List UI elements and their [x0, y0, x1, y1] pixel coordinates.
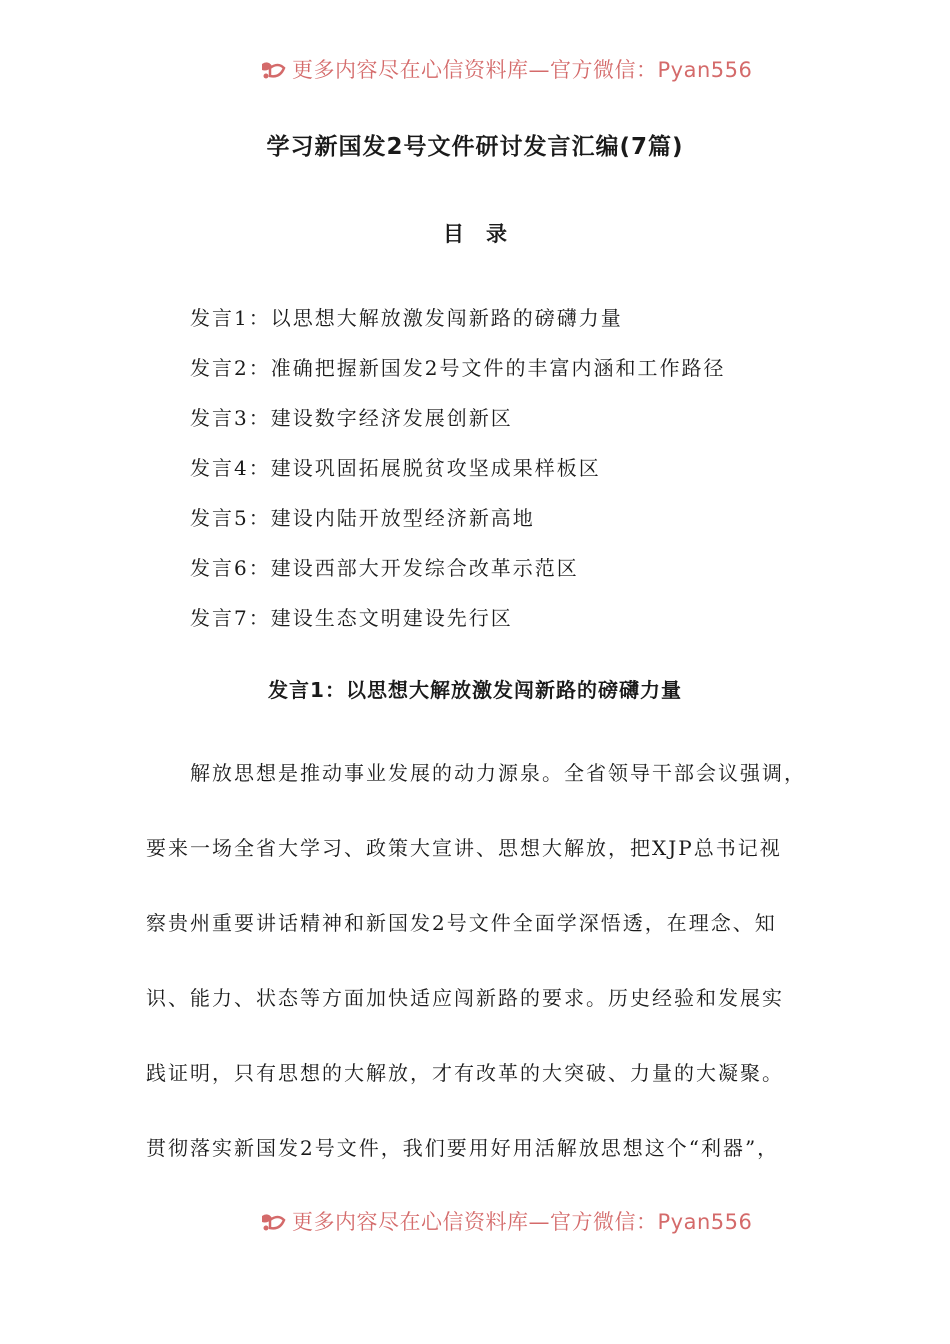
- toc-item-5: 发言5：建设内陆开放型经济新高地: [190, 506, 535, 530]
- body-line-2: 要来一场全省大学习、政策大宣讲、思想大解放，把XJP总书记视: [146, 836, 782, 860]
- toc-item-6: 发言6：建设西部大开发综合改革示范区: [190, 556, 579, 580]
- body-line-4: 识、能力、状态等方面加快适应闯新路的要求。历史经验和发展实: [146, 986, 784, 1010]
- toc-heading: 目录: [443, 222, 529, 246]
- watermark-footer: [0, 1204, 950, 1234]
- watermark-logo-icon: [258, 1210, 288, 1234]
- toc-item-4: 发言4：建设巩固拓展脱贫攻坚成果样板区: [190, 456, 601, 480]
- body-line-3: 察贵州重要讲话精神和新国发2号文件全面学深悟透，在理念、知: [146, 911, 777, 935]
- toc-item-1: 发言1：以思想大解放激发闯新路的磅礴力量: [190, 306, 623, 330]
- toc-item-3: 发言3：建设数字经济发展创新区: [190, 406, 513, 430]
- toc-item-2: 发言2：准确把握新国发2号文件的丰富内涵和工作路径: [190, 356, 726, 380]
- watermark-header: [0, 52, 950, 82]
- watermark-text: 更多内容尽在心信资料库—官方微信：Pyan556: [292, 58, 753, 82]
- watermark-text: 更多内容尽在心信资料库—官方微信：Pyan556: [292, 1210, 753, 1234]
- body-line-6: 贯彻落实新国发2号文件，我们要用好用活解放思想这个“利器”，: [146, 1136, 780, 1160]
- body-paragraph: [146, 756, 816, 1206]
- table-of-contents: [190, 302, 725, 652]
- toc-item-7: 发言7：建设生态文明建设先行区: [190, 606, 513, 630]
- body-line-5: 践证明，只有思想的大解放，才有改革的大突破、力量的大凝聚。: [146, 1061, 784, 1085]
- section-heading: 发言1：以思想大解放激发闯新路的磅礴力量: [268, 678, 682, 702]
- watermark-logo-icon: [258, 58, 288, 82]
- body-line-1: 解放思想是推动事业发展的动力源泉。全省领导干部会议强调，: [190, 761, 806, 785]
- document-title: 学习新国发2号文件研讨发言汇编(7篇): [266, 134, 684, 160]
